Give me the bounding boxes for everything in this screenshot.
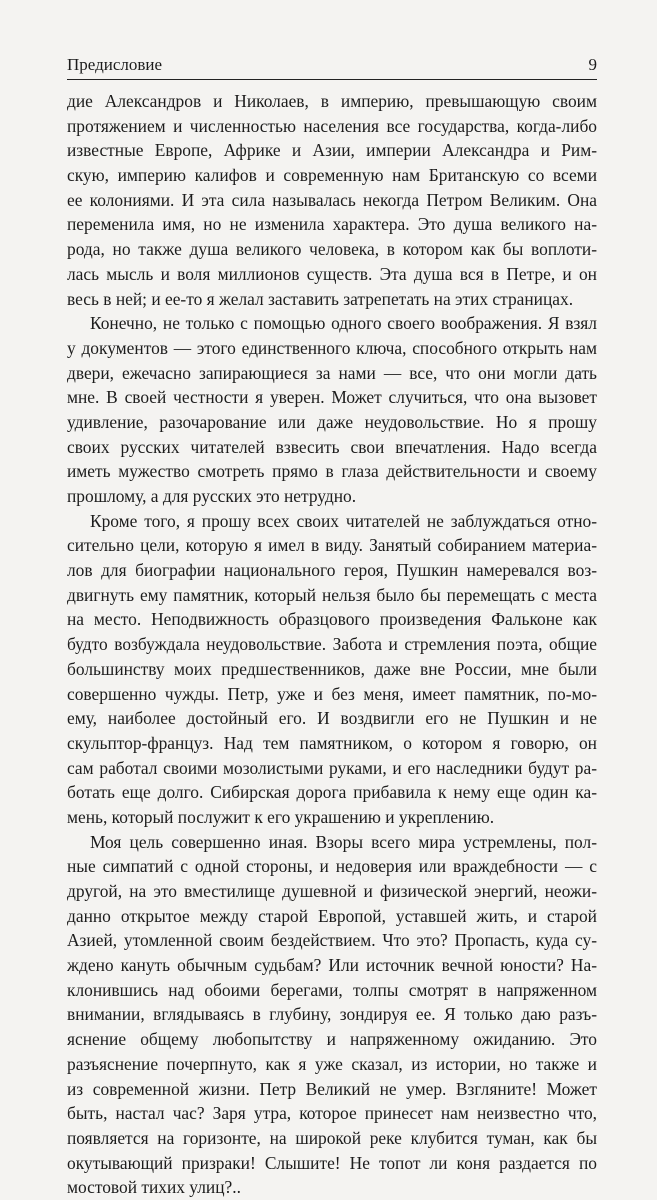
- text-line: из современной жизни. Петр Великий не умер. Взгляните! Может: [67, 1078, 597, 1099]
- text-line: Азией, утомленной своим бездействием. Что это? Пропасть, куда су-: [67, 930, 597, 951]
- text-line: быть, настал час? Заря утра, которое принесет нам неизвестно что,: [67, 1103, 597, 1124]
- text-line: другой, на это вместилище душевной и физической энергий, неожи-: [67, 881, 597, 901]
- text-line: весь в ней; и ее-то я желал заставить затрепетать на этих страницах.: [67, 288, 574, 309]
- text-line: прошлому, а для русских это нетрудно.: [67, 486, 357, 506]
- running-header: [67, 53, 597, 77]
- text-line: ждено кануть обычным судьбам? Или источник вечной юности? На-: [67, 955, 597, 976]
- text-line: у документов — этого единственного ключа, способного открыть нам: [67, 337, 597, 358]
- text-line: скульптор-француз. Над тем памятником, о котором я говорю, он: [67, 732, 597, 753]
- text-line: дие Александров и Николаев, в империю, превышающую своим: [67, 91, 597, 111]
- text-line: лась мысль и воля миллионов существ. Эта душа вся в Петре, и он: [67, 263, 597, 284]
- body-text: [67, 89, 597, 1200]
- text-line: мень, который послужит к его украшению и укреплению.: [67, 806, 495, 827]
- paragraph: [67, 830, 597, 1200]
- text-line: данно открытое между старой Европой, уставшей жить, и старой: [67, 905, 597, 926]
- text-line: ее колониями. И эта сила называлась некогда Петром Великим. Она: [67, 189, 597, 210]
- text-line: лов для биографии национального героя, Пушкин намеревался воз-: [67, 560, 597, 581]
- text-line: сам работал своими мозолистыми руками, и его наследники будут ра-: [67, 757, 597, 778]
- running-title: Предисловие: [67, 55, 163, 74]
- text-line: клонившись над обоими берегами, толпы смотрят в напряженном: [67, 979, 597, 1000]
- text-line: рода, но также душа великого человека, в котором как бы воплоти-: [67, 239, 597, 260]
- text-line: иметь мужество смотреть прямо в глаза действительности и своему: [67, 461, 597, 482]
- paragraph: [67, 509, 597, 830]
- text-line: протяжением и численностью населения все государства, когда-либо: [67, 115, 597, 136]
- text-line: переменила имя, но не изменила характера. Это душа великого на-: [67, 214, 597, 235]
- header-rule: [67, 79, 597, 80]
- text-line: разъяснение почерпнуто, как я уже сказал, из истории, но также и: [67, 1053, 597, 1074]
- text-line: ему, наиболее достойный его. И воздвигли его не Пушкин и не: [67, 708, 597, 729]
- text-line: появляется на горизонте, на широкой реке клубится туман, как бы: [67, 1127, 597, 1148]
- text-line: своих русских читателей взвесить свои впечатления. Надо всегда: [67, 436, 597, 457]
- text-line: большинству моих предшественников, даже вне России, мне были: [67, 658, 597, 679]
- text-line: окутывающий призраки! Слышите! Не топот ли коня раздается по: [67, 1152, 597, 1173]
- text-line: двери, ежечасно запирающиеся за нами — все, что они могли дать: [67, 362, 597, 383]
- text-line: будто возбуждала неудовольствие. Забота и стремления поэта, общие: [67, 634, 597, 655]
- text-line: Конечно, не только с помощью одного своего воображения. Я взял: [90, 313, 597, 334]
- text-line: совершенно чужды. Петр, уже и без меня, имеет памятник, по-мо-: [67, 683, 597, 704]
- text-line: скую, империю калифов и современную нам Британскую со всеми: [67, 165, 597, 186]
- text-line: Кроме того, я прошу всех своих читателей не заблуждаться отно-: [90, 510, 597, 531]
- text-line: яснение общему любопытству и напряженному ожиданию. Это: [67, 1029, 597, 1050]
- text-line: ные симпатий с одной стороны, и недоверия или враждебности — с: [67, 856, 597, 877]
- text-line: на место. Неподвижность образцового произведения Фальконе как: [67, 609, 597, 630]
- text-line: внимании, вглядываясь в глубину, зондируя ее. Я только даю разъ-: [67, 1004, 597, 1025]
- text-line: мостовой тихих улиц?..: [67, 1177, 241, 1198]
- text-line: известные Европе, Африке и Азии, империи Александра и Рим-: [67, 140, 597, 161]
- text-line: Моя цель совершенно иная. Взоры всего мира устремлены, пол-: [90, 831, 597, 852]
- text-line: ботать еще долго. Сибирская дорога прибавила к нему еще один ка-: [67, 782, 597, 803]
- paragraph: [67, 89, 597, 311]
- text-line: мне. В своей честности я уверен. Может случиться, что она вызовет: [67, 387, 597, 408]
- text-line: удивление, разочарование или даже неудовольствие. Но я прошу: [67, 411, 597, 432]
- paragraph: [67, 311, 597, 509]
- text-line: сительно цели, которую я имел в виду. Занятый собиранием материа-: [67, 535, 597, 556]
- page-number: 9: [588, 55, 597, 74]
- text-line: двигнуть ему памятник, который нельзя было бы перемещать с места: [67, 584, 597, 605]
